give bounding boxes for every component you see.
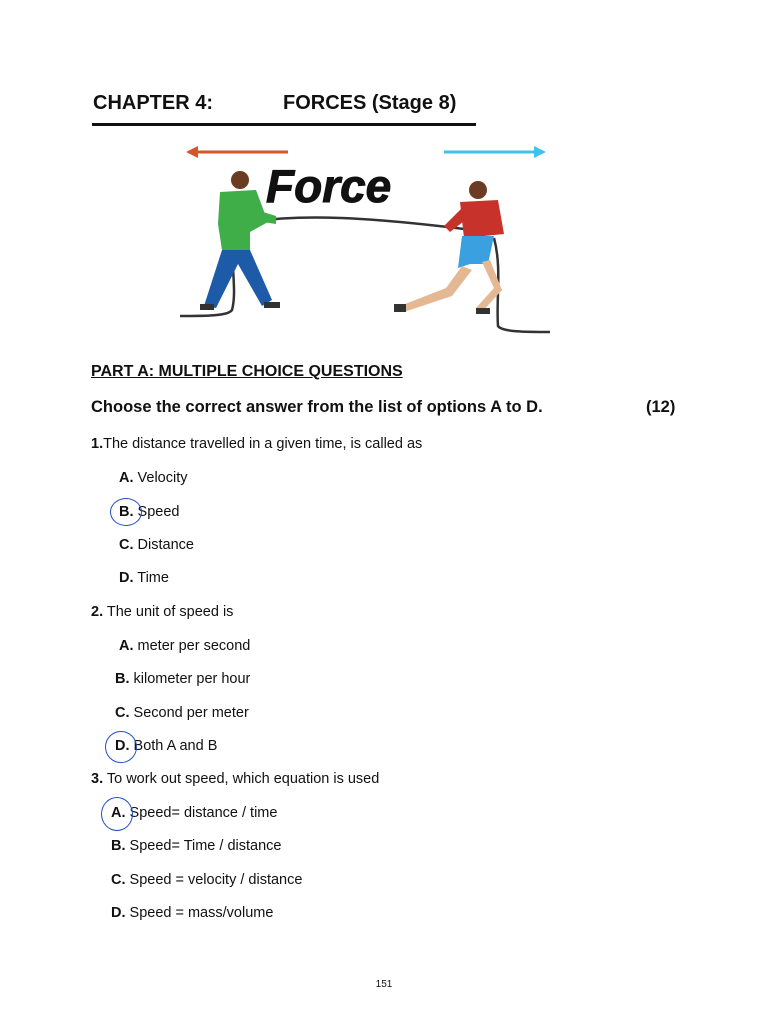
option-letter: A.	[111, 805, 126, 821]
question-text: To work out speed, which equation is used	[103, 771, 380, 787]
question-number: 2.	[91, 604, 104, 620]
question-text: The unit of speed is	[103, 604, 234, 620]
option-letter: B.	[115, 671, 130, 687]
answer-circle	[105, 731, 137, 763]
option-letter: C.	[119, 537, 134, 553]
option-d	[111, 905, 273, 921]
option-text: meter per second	[133, 638, 251, 654]
chapter-underline	[92, 123, 476, 126]
option-letter: D.	[115, 738, 130, 754]
option-letter: B.	[119, 504, 134, 520]
question-1	[91, 436, 422, 452]
option-letter: D.	[111, 905, 126, 921]
arrow-left-icon	[186, 146, 288, 158]
option-c	[115, 705, 249, 721]
question-3	[91, 771, 379, 787]
instruction-text: Choose the correct answer from the list of options A to D.	[91, 398, 543, 416]
force-word: Force	[266, 160, 392, 212]
chapter-label: CHAPTER 4:	[93, 92, 214, 114]
option-text: Time	[133, 570, 169, 586]
marks-badge: (12)	[646, 398, 676, 416]
page-number: 151	[375, 979, 393, 990]
option-letter: B.	[111, 838, 126, 854]
question-text: The distance travelled in a given time, is called as	[103, 436, 423, 452]
force-illustration	[176, 138, 552, 338]
chapter-title: FORCES (Stage 8)	[283, 92, 457, 114]
option-text: Speed = velocity / distance	[125, 872, 303, 888]
option-letter: A.	[119, 470, 134, 486]
question-number: 3.	[91, 771, 104, 787]
person-pulling-icon	[394, 181, 504, 314]
question-2	[91, 604, 233, 620]
option-letter: D.	[119, 570, 134, 586]
option-c	[111, 872, 302, 888]
option-b	[111, 838, 281, 854]
option-a	[111, 805, 277, 821]
option-a	[119, 470, 188, 486]
option-text: Speed	[133, 504, 180, 520]
option-text: Both A and B	[129, 738, 218, 754]
option-text: Velocity	[133, 470, 188, 486]
answer-circle	[101, 797, 133, 831]
option-b	[115, 671, 250, 687]
option-letter: C.	[115, 705, 130, 721]
option-text: kilometer per hour	[129, 671, 251, 687]
option-a	[119, 638, 250, 654]
option-text: Speed= Time / distance	[125, 838, 282, 854]
chapter-heading	[93, 92, 456, 115]
part-a-heading: PART A: MULTIPLE CHOICE QUESTIONS	[91, 363, 403, 380]
option-text: Distance	[133, 537, 194, 553]
option-text: Speed = mass/volume	[125, 905, 274, 921]
option-text: Second per meter	[129, 705, 249, 721]
option-text: Speed= distance / time	[125, 805, 278, 821]
option-d	[119, 570, 169, 586]
option-c	[119, 537, 194, 553]
arrow-right-icon	[444, 146, 546, 158]
option-letter: C.	[111, 872, 126, 888]
option-letter: A.	[119, 638, 134, 654]
question-number: 1.	[91, 436, 104, 452]
answer-circle	[110, 498, 142, 526]
